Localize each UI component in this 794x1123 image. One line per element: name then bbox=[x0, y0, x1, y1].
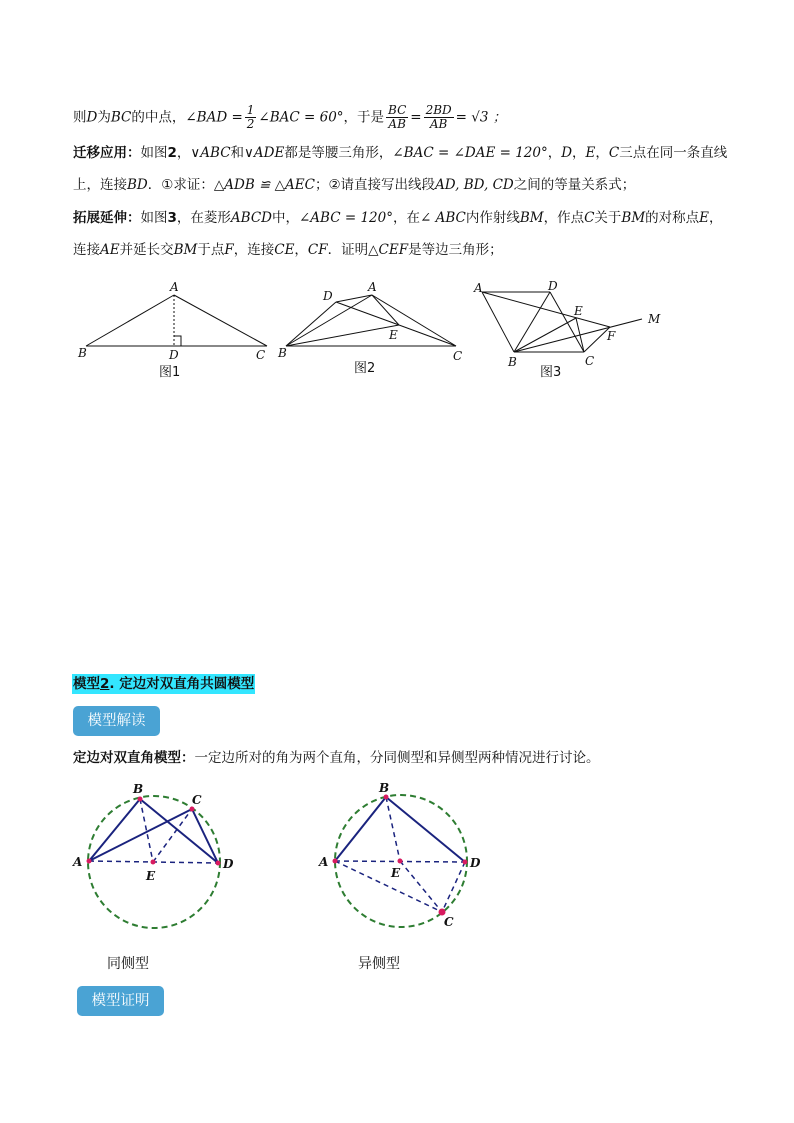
point-label-D: D bbox=[169, 348, 179, 362]
opposite-side-caption: 异侧型 bbox=[358, 956, 400, 972]
figure-3-caption: 图3 bbox=[540, 365, 562, 380]
label-transfer: 迁移应用： bbox=[73, 145, 141, 161]
numerator: 2BD bbox=[425, 103, 452, 117]
point-label-E: E bbox=[574, 304, 583, 318]
point-label-E: E bbox=[146, 869, 156, 883]
same-side-caption: 同侧型 bbox=[107, 956, 149, 972]
text: ，在菱形 bbox=[176, 210, 231, 226]
math-var: C bbox=[584, 210, 595, 226]
text: ， bbox=[547, 145, 562, 161]
math-var: BM bbox=[621, 210, 646, 226]
math-expr: ∨ADE bbox=[244, 145, 285, 161]
numerator: 1 bbox=[246, 103, 255, 117]
text: ，连接 bbox=[233, 242, 275, 258]
text: ， bbox=[294, 242, 308, 258]
point-label-D: D bbox=[223, 857, 234, 871]
math-var: F bbox=[224, 242, 234, 258]
model-proof-button[interactable]: 模型证明 bbox=[77, 986, 164, 1016]
math-var: AE bbox=[100, 242, 120, 258]
text: 之间的等量关系式； bbox=[513, 177, 636, 193]
text: 2 bbox=[167, 145, 177, 161]
text: 上，连接 bbox=[73, 177, 127, 193]
text: 并延长交 bbox=[119, 242, 174, 258]
point-label-A: A bbox=[368, 280, 377, 294]
point-label-D: D bbox=[323, 289, 333, 303]
numerator: BC bbox=[388, 103, 407, 117]
math-var: C bbox=[608, 145, 620, 161]
math-var: D bbox=[561, 145, 573, 161]
point-label-C: C bbox=[444, 915, 454, 929]
text: 都是等腰三角形， bbox=[284, 145, 393, 161]
math-expr: ∠ ABC bbox=[419, 210, 466, 226]
text: 模型 bbox=[73, 676, 100, 692]
math-var: BM bbox=[519, 210, 544, 226]
point-label-B: B bbox=[379, 781, 390, 795]
text: 为 bbox=[97, 109, 111, 126]
text: 的中点， bbox=[131, 109, 186, 126]
point-label-A: A bbox=[319, 855, 329, 869]
point-label-F: F bbox=[607, 329, 616, 343]
math-var: ABCD bbox=[230, 210, 272, 226]
math-var: D bbox=[86, 109, 98, 126]
text: 中， bbox=[271, 210, 299, 226]
text: 和 bbox=[230, 145, 245, 161]
text: 的对称点 bbox=[645, 210, 700, 226]
point-label-A: A bbox=[73, 855, 83, 869]
math-expr: ∨ABC bbox=[190, 145, 231, 161]
math-expr: AD, BD, CD bbox=[435, 177, 514, 193]
figure-2-caption: 图2 bbox=[354, 361, 376, 376]
math-var: BC bbox=[110, 109, 132, 126]
text: 于点 bbox=[197, 242, 225, 258]
math-expr: ∠BAC = ∠DAE = 120° bbox=[392, 145, 548, 161]
label-extend: 拓展延伸： bbox=[73, 210, 141, 226]
point-label-A: A bbox=[170, 280, 179, 294]
text: ．证明△ bbox=[327, 242, 379, 258]
text: ， bbox=[572, 145, 586, 161]
point-label-D: D bbox=[470, 856, 481, 870]
math-var: BD bbox=[127, 177, 148, 193]
point-label-D: D bbox=[548, 279, 558, 293]
text: ，作点 bbox=[543, 210, 585, 226]
text: ，于是 bbox=[343, 109, 385, 126]
text: ， bbox=[176, 145, 191, 161]
math-var: E bbox=[699, 210, 710, 226]
text: 一定边所对的角为两个直角，分同侧型和异侧型两种情况进行讨论。 bbox=[194, 750, 600, 766]
text: ， bbox=[709, 210, 723, 226]
point-label-C: C bbox=[192, 793, 202, 807]
point-label-C: C bbox=[585, 354, 595, 368]
math-expr: ∠ABC = 120° bbox=[298, 210, 393, 226]
text: 2 bbox=[100, 676, 110, 692]
text: 是等边三角形； bbox=[408, 242, 503, 258]
figure-1-caption: 图1 bbox=[159, 365, 181, 380]
text: 3 bbox=[167, 210, 177, 226]
text: 三点在同一条直线 bbox=[619, 145, 728, 161]
math-expr: = √3 ； bbox=[455, 109, 507, 126]
math-expr: ∠BAD = bbox=[185, 109, 243, 126]
math-expr: = bbox=[410, 109, 422, 126]
text: ， bbox=[595, 145, 609, 161]
math-var: CF bbox=[307, 242, 328, 258]
model-interpret-button[interactable]: 模型解读 bbox=[73, 706, 160, 736]
point-label-A: A bbox=[474, 281, 483, 295]
text: 定边对双直角模型： bbox=[73, 750, 195, 766]
text: . 定边对双直角共圆模型 bbox=[109, 676, 255, 692]
point-label-M: M bbox=[648, 312, 661, 326]
point-label-C: C bbox=[453, 349, 463, 363]
text: 内作射线 bbox=[465, 210, 520, 226]
math-expr: ∠BAC = 60° bbox=[258, 109, 344, 126]
point-label-B: B bbox=[133, 782, 144, 796]
math-var: E bbox=[585, 145, 596, 161]
math-expr: △ADB ≌ △AEC bbox=[213, 177, 315, 193]
denominator: 2 bbox=[246, 117, 255, 131]
text: 连接 bbox=[73, 242, 100, 258]
point-label-C: C bbox=[256, 348, 266, 362]
math-var: BM bbox=[173, 242, 198, 258]
denominator: AB bbox=[388, 117, 406, 131]
point-label-E: E bbox=[391, 866, 401, 880]
text: ；②请直接写出线段 bbox=[314, 177, 436, 193]
text: 如图 bbox=[140, 145, 168, 161]
point-label-B: B bbox=[278, 346, 287, 360]
text: ．①求证： bbox=[147, 177, 214, 193]
text: 关于 bbox=[594, 210, 622, 226]
point-label-B: B bbox=[508, 355, 517, 369]
point-label-E: E bbox=[389, 328, 398, 342]
text: ，在 bbox=[392, 210, 420, 226]
point-label-B: B bbox=[78, 346, 87, 360]
math-var: CE bbox=[274, 242, 295, 258]
text: 如图 bbox=[140, 210, 168, 226]
denominator: AB bbox=[429, 117, 448, 131]
text: 则 bbox=[73, 109, 87, 126]
math-var: CEF bbox=[378, 242, 409, 258]
